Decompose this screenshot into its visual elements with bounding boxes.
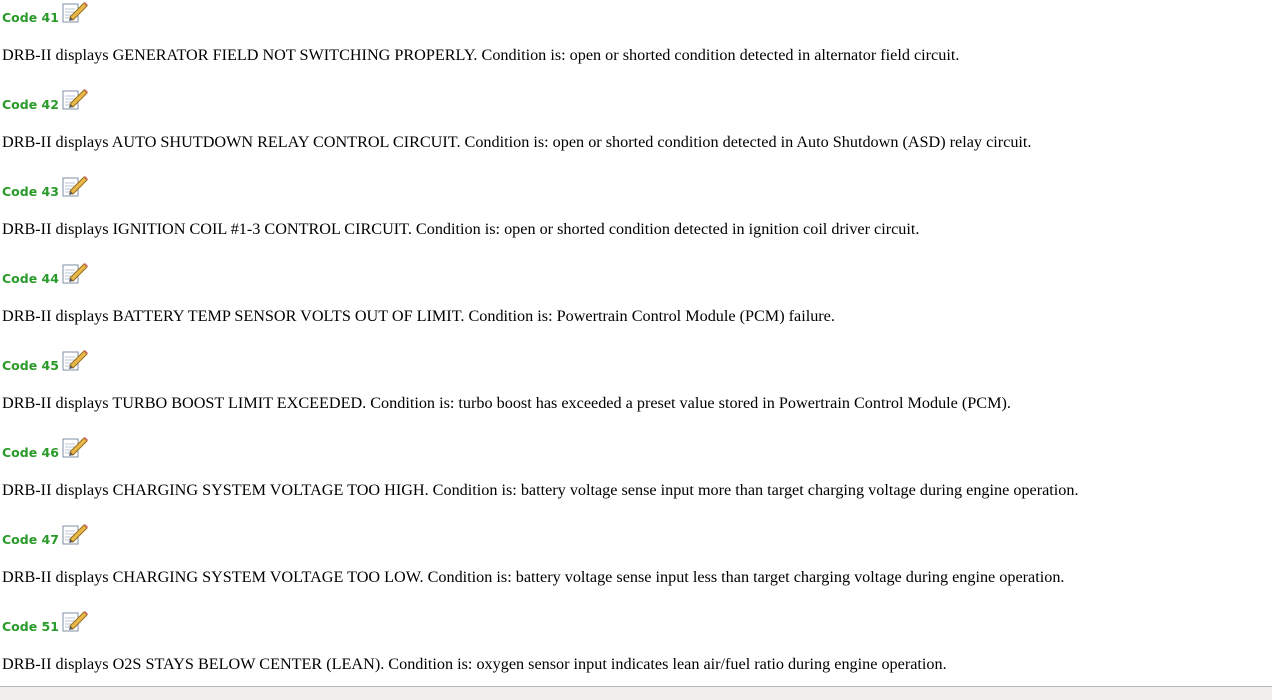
code-entry (0, 87, 1272, 174)
code-label: Code 42 (2, 97, 59, 112)
code-entry (0, 522, 1272, 609)
code-description: DRB-II displays CHARGING SYSTEM VOLTAGE TOO HIGH. Condition is: battery voltage sense input more than target charging voltage during engine operation. (2, 481, 1079, 499)
code-description: DRB-II displays TURBO BOOST LIMIT EXCEEDED. Condition is: turbo boost has exceeded a preset value stored in Powertrain Control Module (PCM). (2, 394, 1011, 412)
window-bottom-bar (0, 686, 1272, 700)
code-description: DRB-II displays CHARGING SYSTEM VOLTAGE TOO LOW. Condition is: battery voltage sense input less than target charging voltage during engine operation. (2, 568, 1065, 586)
edit-note-icon[interactable] (61, 348, 89, 372)
edit-note-icon[interactable] (61, 174, 89, 198)
code-label: Code 47 (2, 532, 59, 547)
code-entry (0, 348, 1272, 435)
code-entry (0, 0, 1272, 87)
edit-note-icon[interactable] (61, 522, 89, 546)
code-entry (0, 609, 1272, 696)
code-description: DRB-II displays IGNITION COIL #1-3 CONTROL CIRCUIT. Condition is: open or shorted condition detected in ignition coil driver circuit. (2, 220, 920, 238)
code-description: DRB-II displays GENERATOR FIELD NOT SWITCHING PROPERLY. Condition is: open or shorted condition detected in alternator field circuit. (2, 46, 960, 64)
edit-note-icon[interactable] (61, 87, 89, 111)
code-entry (0, 261, 1272, 348)
code-entry (0, 435, 1272, 522)
code-description: DRB-II displays O2S STAYS BELOW CENTER (LEAN). Condition is: oxygen sensor input indicates lean air/fuel ratio during engine operation. (2, 655, 947, 673)
code-label: Code 43 (2, 184, 59, 199)
code-description: DRB-II displays BATTERY TEMP SENSOR VOLTS OUT OF LIMIT. Condition is: Powertrain Control Module (PCM) failure. (2, 307, 835, 325)
edit-note-icon[interactable] (61, 435, 89, 459)
code-label: Code 45 (2, 358, 59, 373)
edit-note-icon[interactable] (61, 261, 89, 285)
code-label: Code 46 (2, 445, 59, 460)
code-label: Code 44 (2, 271, 59, 286)
code-label: Code 51 (2, 619, 59, 634)
edit-note-icon[interactable] (61, 0, 89, 24)
code-description: DRB-II displays AUTO SHUTDOWN RELAY CONTROL CIRCUIT. Condition is: open or shorted condition detected in Auto Shutdown (ASD) relay circuit. (2, 133, 1032, 151)
edit-note-icon[interactable] (61, 609, 89, 633)
code-entry (0, 174, 1272, 261)
code-label: Code 41 (2, 10, 59, 25)
